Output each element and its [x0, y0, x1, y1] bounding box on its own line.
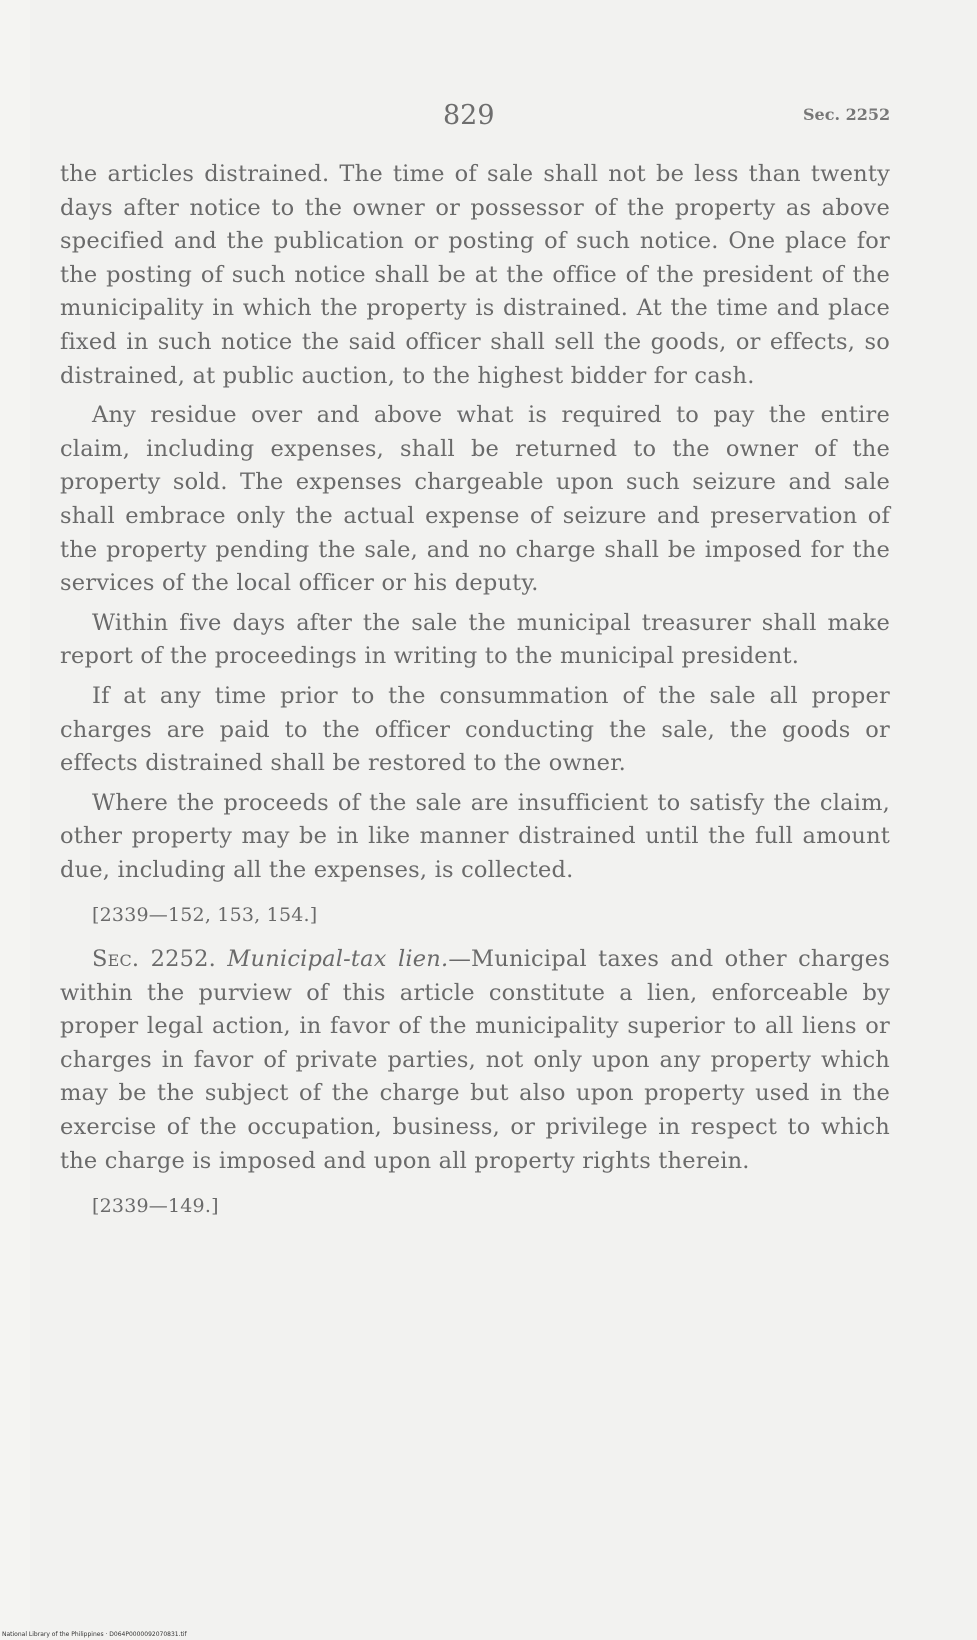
scan-footer: National Library of the Philippines · D064P0000092070831.tif [2, 1631, 187, 1638]
page-header [0, 100, 977, 140]
paragraph-residue: Any residue over and above what is required to pay the entire claim, including expenses, shall be returned to the owner of the property sold. The expenses chargeable upon such seizure and sale shall embrace only the actual expense of seizure and preservation of the property pending the sale, and no charge shall be imposed for the services of the local officer or his deputy. [60, 402, 890, 597]
paragraph-continued: the articles distrained. The time of sale shall not be less than twenty days after notice to the owner or possessor of the property as above specified and the publication or posting of such notice. One place for the posting of such notice shall be at the office of the president of the municipality in which the property is distrained. At the time and place fixed in such notice the said officer shall sell the goods, or effects, so distrained, at public auction, to the highest bidder for cash. [60, 161, 890, 389]
paragraph-report: Within five days after the sale the municipal treasurer shall make report of the proceedings in writing to the municipal president. [60, 609, 890, 670]
page-number: 829 [443, 100, 495, 131]
citation-reference-2: [2339—149.] [92, 1195, 219, 1218]
section-reference: Sec. 2252 [803, 105, 891, 124]
citation-reference: [2339—152, 153, 154.] [92, 904, 318, 927]
section-label: Sec. 2252. [92, 946, 216, 973]
paragraph-insufficient-proceeds: Where the proceeds of the sale are insufficient to satisfy the claim, other property may be in like manner distrained until the full amount due, including all the expenses, is collected. [60, 789, 890, 883]
section-text: —Municipal taxes and other charges within the purview of this article constitute a lien, enforceable by proper legal action, in favor of the municipality superior to all liens or charges in favor of private parties, not only upon any property which may be the subject of the charge but also upon property used in the exercise of the occupation, business, or privilege in respect to which the charge is imposed and upon all property rights therein. [60, 946, 890, 1174]
section-2252-paragraph [60, 943, 890, 1178]
section-title: Municipal-tax lien. [227, 946, 449, 973]
page-body [60, 158, 890, 1234]
paragraph-restoration: If at any time prior to the consummation of the sale all proper charges are paid to the officer conducting the sale, the goods or effects distrained shall be restored to the owner. [60, 682, 890, 777]
